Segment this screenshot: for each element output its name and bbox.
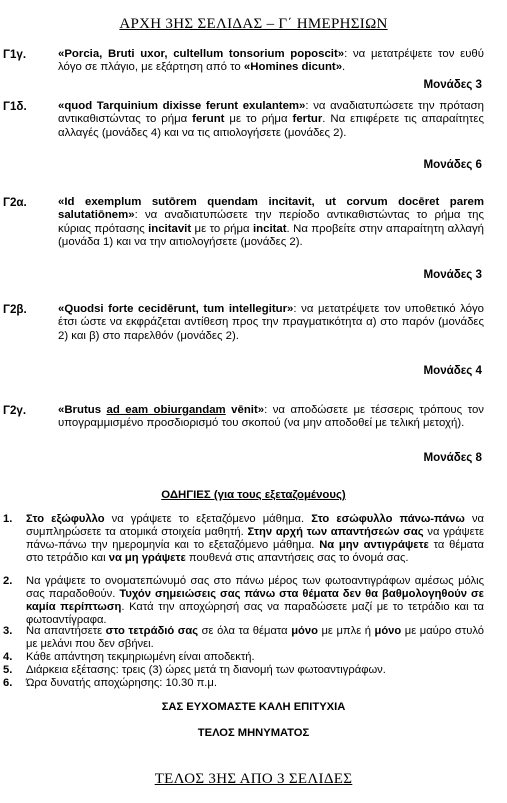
question-label: Γ1δ. bbox=[3, 100, 27, 113]
emphasis: Στο εξώφυλλο bbox=[26, 513, 105, 525]
question-body: . Να προβείτε στην απαραίτητη αλλαγή (μονάδα 1) και να την αιτιολογήσετε (μονάδες 2). bbox=[58, 222, 485, 249]
instruction-text: Κάθε απάντηση τεκμηριωμένη είναι αποδεκτή. bbox=[26, 651, 255, 663]
emphasis: Στην αρχή των απαντήσεών σας bbox=[247, 526, 424, 538]
question-text bbox=[58, 303, 484, 343]
question-body: : να μετατρέψετε τον υποθετικό λόγο έτσι ώστε να εκφράζεται αντίθεση προς την πραγματικότητα α) στο παρόν (μονάδες 2) και β) στο παρελθόν (μονάδες 2). bbox=[58, 303, 484, 342]
marks-label: Μονάδες 8 bbox=[423, 451, 482, 464]
instructions-title: ΟΔΗΓΙΕΣ (για τους εξεταζομένους) bbox=[161, 489, 346, 501]
text: να συμπληρώσετε τα ατομικά στοιχεία μαθητή. bbox=[26, 513, 485, 538]
keyword: incitat bbox=[253, 222, 287, 235]
instruction-text bbox=[26, 575, 484, 627]
question-body: : να αναδιατυπώσετε την περίοδο αντικαθιστώντας το ρήμα της κύριας πρότασης bbox=[58, 209, 484, 235]
text: σε όλα τα θέματα bbox=[198, 625, 292, 637]
instruction-text: Διάρκεια εξέτασης: τρεις (3) ώρες μετά τη διανομή των φωτοαντιγράφων. bbox=[26, 664, 386, 676]
text: να γράψετε το εξεταζόμενο μάθημα. bbox=[104, 513, 312, 525]
page-header: ΑΡΧΗ 3ΗΣ ΣΕΛΙΔΑΣ – Γ΄ ΗΜΕΡΗΣΙΩΝ bbox=[119, 16, 388, 32]
emphasis: μόνο bbox=[374, 625, 402, 637]
question-body: : να αναδιατυπώσετε την πρόταση αντικαθιστώντας το ρήμα bbox=[58, 100, 484, 126]
latin-phrase: «Brutus bbox=[58, 404, 107, 416]
marks-label: Μονάδες 3 bbox=[423, 78, 482, 91]
instruction-number: 2. bbox=[3, 575, 13, 587]
text: Να απαντήσετε bbox=[26, 625, 106, 637]
text: με μαύρο στυλό με μελάνι που δεν σβήνει. bbox=[26, 625, 484, 650]
question-body: : να αποδώσετε με τέσσερις τρόπους τον υπογραμμισμένο προσδιορισμό του σκοπού (να μην αποδοθεί με τελική μετοχή). bbox=[58, 404, 484, 430]
text: πουθενά στις απαντήσεις σας το όνομά σας. bbox=[185, 552, 409, 564]
instruction-text bbox=[26, 513, 484, 565]
instruction-number: 5. bbox=[3, 664, 13, 676]
instruction-number: 1. bbox=[3, 513, 13, 525]
emphasis: Να μην αντιγράψετε bbox=[319, 539, 429, 551]
question-end: . bbox=[342, 61, 346, 74]
latin-phrase: vēnit» bbox=[225, 404, 265, 416]
keyword: ferunt bbox=[192, 113, 225, 126]
keyword: fertur bbox=[292, 113, 323, 126]
page-footer: ΤΕΛΟΣ 3ΗΣ ΑΠΟ 3 ΣΕΛΙΔΕΣ bbox=[154, 771, 353, 787]
latin-phrase: «Id exemplum sutōrem quendam incitavit, ut corvum docēret parem salutatiōnem» bbox=[58, 196, 484, 222]
latin-phrase: «Quodsi forte cecidērunt, tum intellegitur» bbox=[58, 303, 294, 315]
question-text bbox=[58, 196, 484, 250]
question-body: : να μετατρέψετε τον ευθύ λόγο σε πλάγιο, με εξάρτηση από το bbox=[58, 48, 484, 74]
instruction-number: 4. bbox=[3, 651, 13, 663]
end-of-message: ΤΕΛΟΣ ΜΗΝΥΜΑΤΟΣ bbox=[197, 727, 310, 739]
good-luck-message: ΣΑΣ ΕΥΧΟΜΑΣΤΕ ΚΑΛΗ ΕΠΙΤΥΧΙΑ bbox=[161, 701, 346, 713]
text: τα θέματα στο τετράδιο και bbox=[26, 539, 485, 564]
question-text bbox=[58, 48, 484, 75]
marks-label: Μονάδες 6 bbox=[423, 158, 482, 171]
question-label: Γ2β. bbox=[3, 303, 27, 316]
underlined-phrase: ad eam obiurgandam bbox=[106, 404, 226, 416]
marks-label: Μονάδες 4 bbox=[423, 364, 482, 377]
emphasis: Στο εσώφυλλο πάνω-πάνω bbox=[311, 513, 465, 525]
question-text bbox=[58, 100, 484, 140]
text: να γράψετε πάνω-πάνω την ημερομηνία και το εξεταζόμενο μάθημα. bbox=[26, 526, 484, 551]
keyword: incitavit bbox=[148, 222, 192, 235]
emphasis: μόνο bbox=[291, 625, 318, 637]
emphasis: Τυχόν σημειώσεις σας πάνω στα θέματα δεν θα βαθμολογηθούν σε καμία περίπτωση bbox=[26, 588, 484, 613]
text: με μπλε ή bbox=[317, 625, 375, 637]
marks-label: Μονάδες 3 bbox=[423, 268, 482, 281]
question-text bbox=[58, 404, 484, 431]
text: Να γράψετε το ονοματεπώνυμό σας στο πάνω μέρος των φωτοαντιγράφων αμέσως μόλις σας παραδοθούν. bbox=[26, 575, 484, 600]
question-body: με το ρήμα bbox=[191, 222, 253, 235]
latin-phrase: «quod Tarquinium dixisse ferunt exulantem» bbox=[58, 100, 306, 112]
instruction-number: 6. bbox=[3, 677, 13, 689]
instruction-text: Ώρα δυνατής αποχώρησης: 10.30 π.μ. bbox=[26, 677, 217, 689]
question-body: . Να επιφέρετε τις απαραίτητες αλλαγές (μονάδες 4) και να τις αιτιολογήσετε (μονάδες 2). bbox=[58, 113, 484, 139]
emphasis: στο τετράδιό σας bbox=[105, 625, 199, 637]
question-label: Γ1γ. bbox=[3, 48, 27, 61]
question-label: Γ2γ. bbox=[3, 404, 27, 417]
latin-phrase: «Homines dicunt» bbox=[243, 61, 343, 74]
latin-phrase: «Porcia, Bruti uxor, cultellum tonsorium poposcit» bbox=[58, 48, 345, 60]
question-label: Γ2α. bbox=[3, 196, 27, 209]
text: . Κατά την αποχώρησή σας να παραδώσετε μαζί με το τετράδιο και τα φωτοαντίγραφα. bbox=[26, 601, 484, 626]
instruction-text bbox=[26, 625, 484, 651]
question-body: με το ρήμα bbox=[224, 113, 293, 126]
emphasis: να μη γράψετε bbox=[108, 552, 186, 564]
instruction-number: 3. bbox=[3, 625, 13, 637]
